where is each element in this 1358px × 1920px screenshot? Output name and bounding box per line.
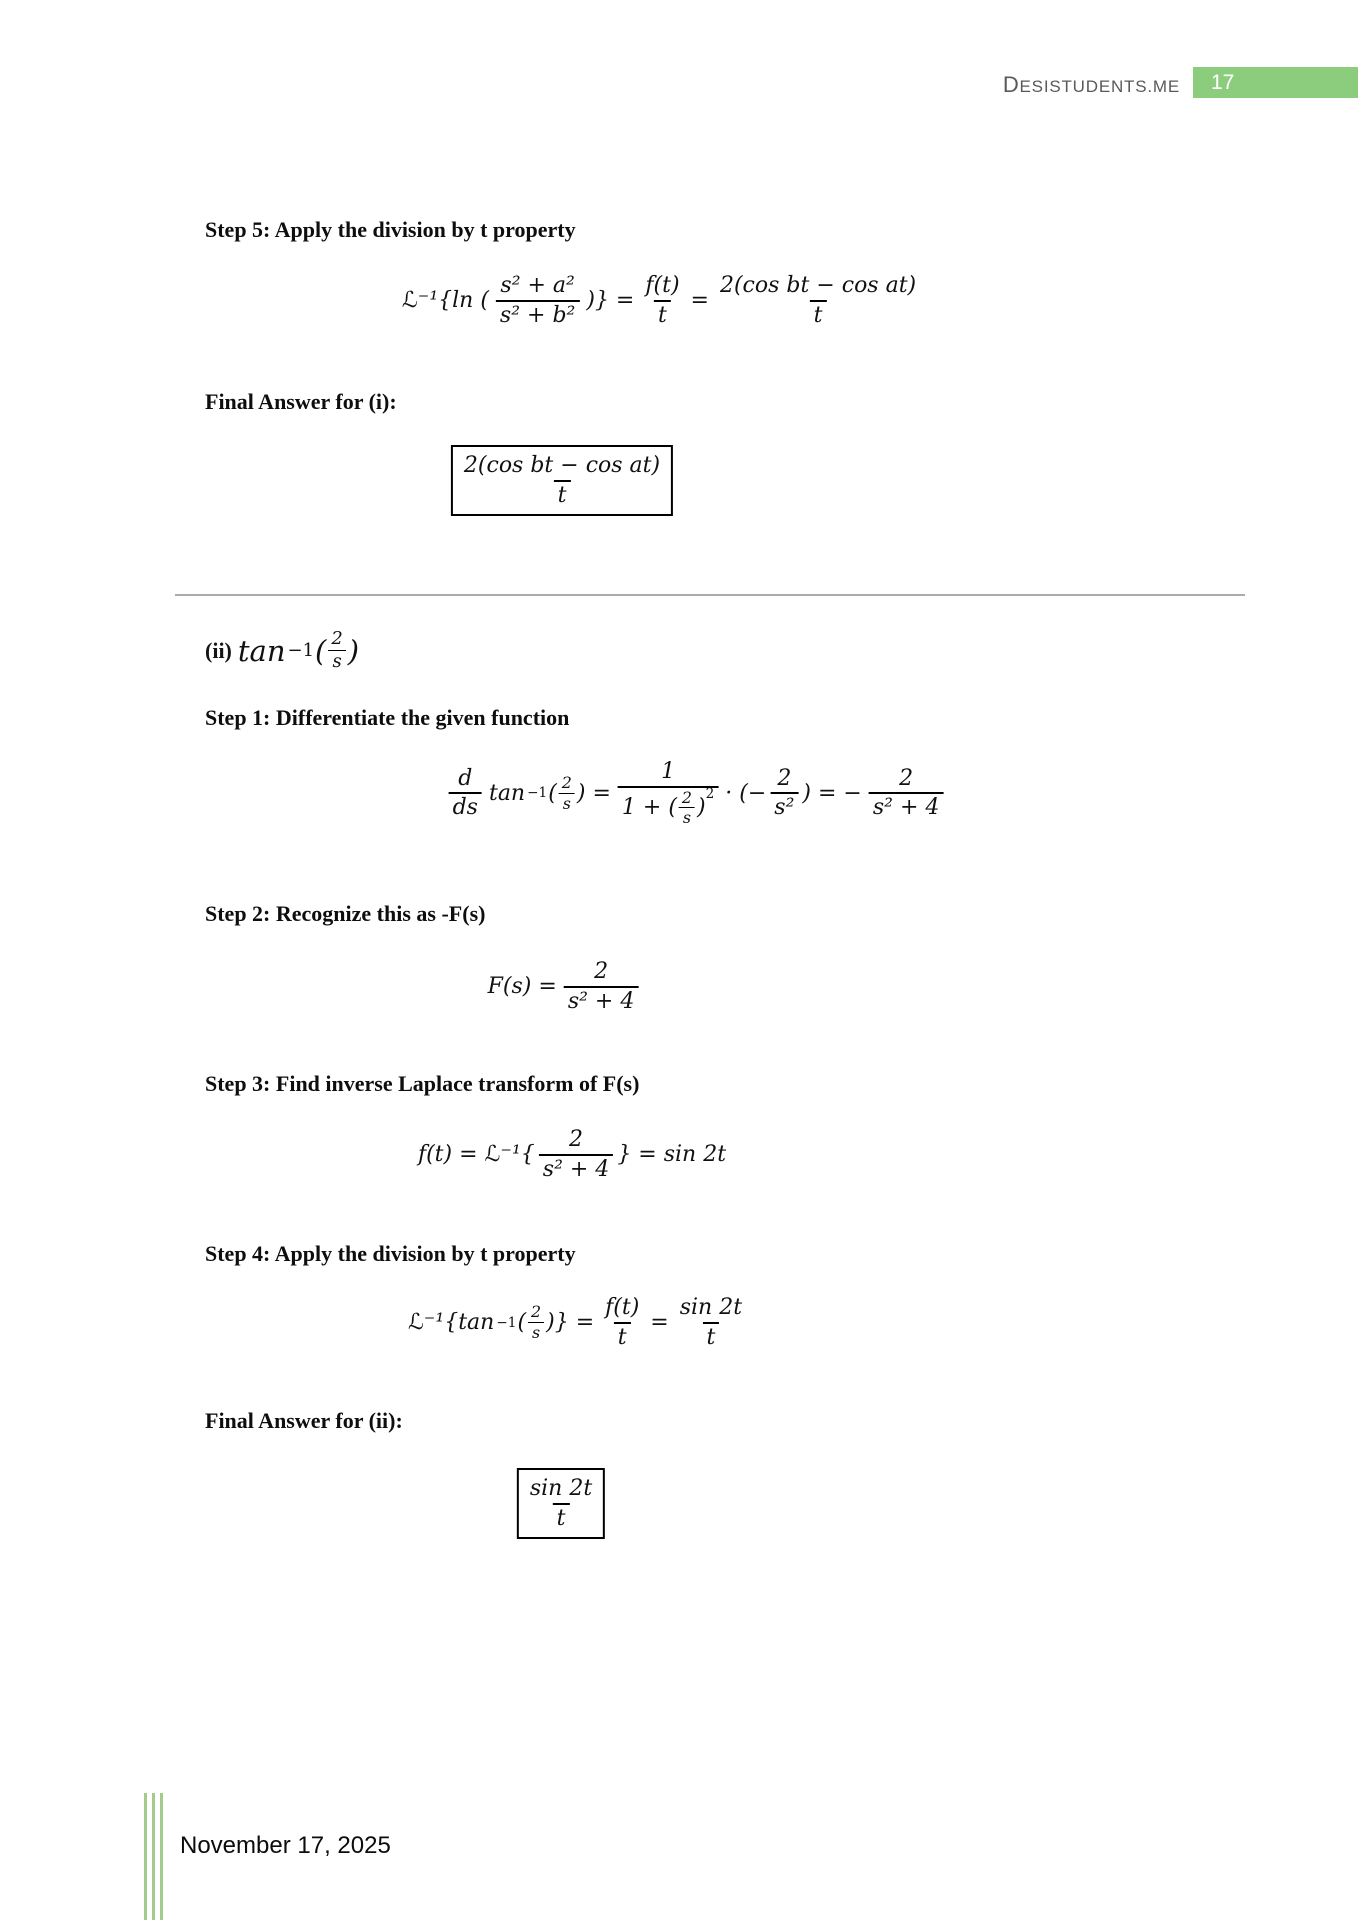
fraction-numerator: f(t) [645,273,680,298]
step2-heading: Step 2: Recognize this as -F(s) [205,901,486,926]
open-paren: ( [548,780,557,806]
fraction-numerator: s² + a² [500,273,575,298]
fraction-denominator: t [654,300,671,330]
fraction [770,765,798,822]
footer-accent-line [160,1793,163,1920]
step5-formula [402,272,920,329]
formula-lead: ℒ⁻¹{tan [407,1310,495,1335]
fraction [618,758,718,828]
page-number-badge [1193,67,1358,98]
fraction-denominator: s² + 4 [869,792,944,822]
fraction [676,1294,746,1351]
fraction-numerator: 2 [681,787,692,807]
fraction-numerator: 2 [331,628,343,649]
inverse-tan-argument [489,773,586,814]
fraction [460,452,664,509]
fraction-numerator: sin 2t [679,1295,743,1320]
step5-heading: Step 5: Apply the division by t property [205,217,576,242]
fraction [526,1475,596,1532]
fraction-numerator: sin 2t [529,1476,593,1501]
fraction [869,765,944,822]
fraction [327,628,346,674]
open-paren: ( [315,633,327,668]
superscript: −1 [287,640,315,662]
close-paren: ) [347,633,360,668]
formula-lhs: F(s) = [487,974,557,999]
fraction-denominator: t [554,480,571,510]
step1-heading: Step 1: Differentiate the given function [205,705,570,730]
equals-sign: = [650,1310,669,1335]
section-divider [175,594,1245,596]
page-number: 17 [1211,71,1235,94]
site-brand: DESISTUDENTS.ME [1002,72,1180,97]
open-paren: ( [517,1310,527,1335]
superscript: 2 [705,785,715,802]
fraction-numerator: 2 [777,765,792,791]
inverse-laplace-of-arctan [408,1302,594,1343]
formula-lhs: f(t) = ℒ⁻¹{ [417,1142,535,1167]
fraction-numerator: 2 [561,772,572,792]
fraction-denominator [618,786,718,829]
multiplication-dot: · [725,780,733,806]
superscript: −1 [496,1314,517,1331]
equals-sign: = [592,780,611,806]
equals-sign: = [690,288,709,313]
fraction-denominator: t [614,1322,631,1352]
fraction [601,1294,643,1351]
formula-mid: )} = [546,1310,595,1335]
formula-mid: )} = [586,288,635,313]
fraction [564,958,639,1015]
fraction-denominator: s² [770,792,798,822]
formula-lead: ℒ⁻¹{ln ( [401,288,489,313]
fraction-denominator: ds [449,792,482,822]
footer-date: November 17, 2025 [180,1832,391,1859]
final-answer-i-box [451,445,673,516]
superscript: −1 [527,785,548,802]
close-paren: ) [802,780,811,806]
fraction-numerator: 1 [661,759,676,784]
fraction-denominator: s [559,793,575,814]
fraction-denominator: s² + 4 [539,1154,614,1184]
fraction-numerator: 2 [594,959,609,984]
fraction-numerator: 2(cos bt − cos at) [719,273,917,298]
fraction-denominator: s [679,807,695,828]
step3-heading: Step 3: Find inverse Laplace transform of F(s) [205,1071,640,1096]
fraction-denominator: s² + b² [496,300,579,330]
function-name: tan [237,633,286,668]
fraction-numerator: f(t) [605,1295,640,1320]
step4-heading: Step 4: Apply the division by t property [205,1241,576,1266]
open-paren-negative: (− [739,780,767,806]
fraction-numerator: 2 [531,1302,542,1322]
fraction [496,272,579,329]
step3-formula [418,1126,726,1183]
part-ii-title [205,628,359,674]
fraction-numerator: 2 [899,765,914,791]
fraction-denominator: t [810,300,827,330]
denominator-prefix: 1 + ( [621,795,677,821]
part-ii-expression [238,628,359,674]
part-ii-label: (ii) [205,637,232,663]
fraction [449,765,482,822]
fraction-denominator: s [328,650,345,673]
final-answer-ii-box [517,1468,605,1539]
fraction-denominator: s² + 4 [564,986,639,1016]
step2-formula [488,958,639,1015]
fraction-denominator: t [702,1322,719,1352]
close-paren: ) [576,780,586,806]
fraction-denominator: t [553,1503,570,1533]
step1-formula [449,758,944,828]
step4-formula [408,1294,746,1351]
fraction [558,773,576,814]
equals-minus: = − [817,780,862,806]
function-name: tan [488,780,526,806]
fraction [678,788,696,829]
fraction-numerator: 2 [569,1127,584,1152]
formula-rhs: } = sin 2t [617,1142,727,1167]
footer-accent-line [152,1793,155,1920]
fraction [641,272,683,329]
fraction-numerator: 2(cos bt − cos at) [463,453,661,478]
fraction [716,272,920,329]
close-paren: ) [696,795,706,821]
fraction [527,1302,545,1343]
fraction-denominator: s [528,1322,544,1343]
fraction-numerator: d [458,765,473,791]
fraction [539,1126,614,1183]
footer-accent-line [144,1793,147,1920]
final-answer-ii-heading: Final Answer for (ii): [205,1408,403,1433]
final-answer-i-heading: Final Answer for (i): [205,389,397,414]
